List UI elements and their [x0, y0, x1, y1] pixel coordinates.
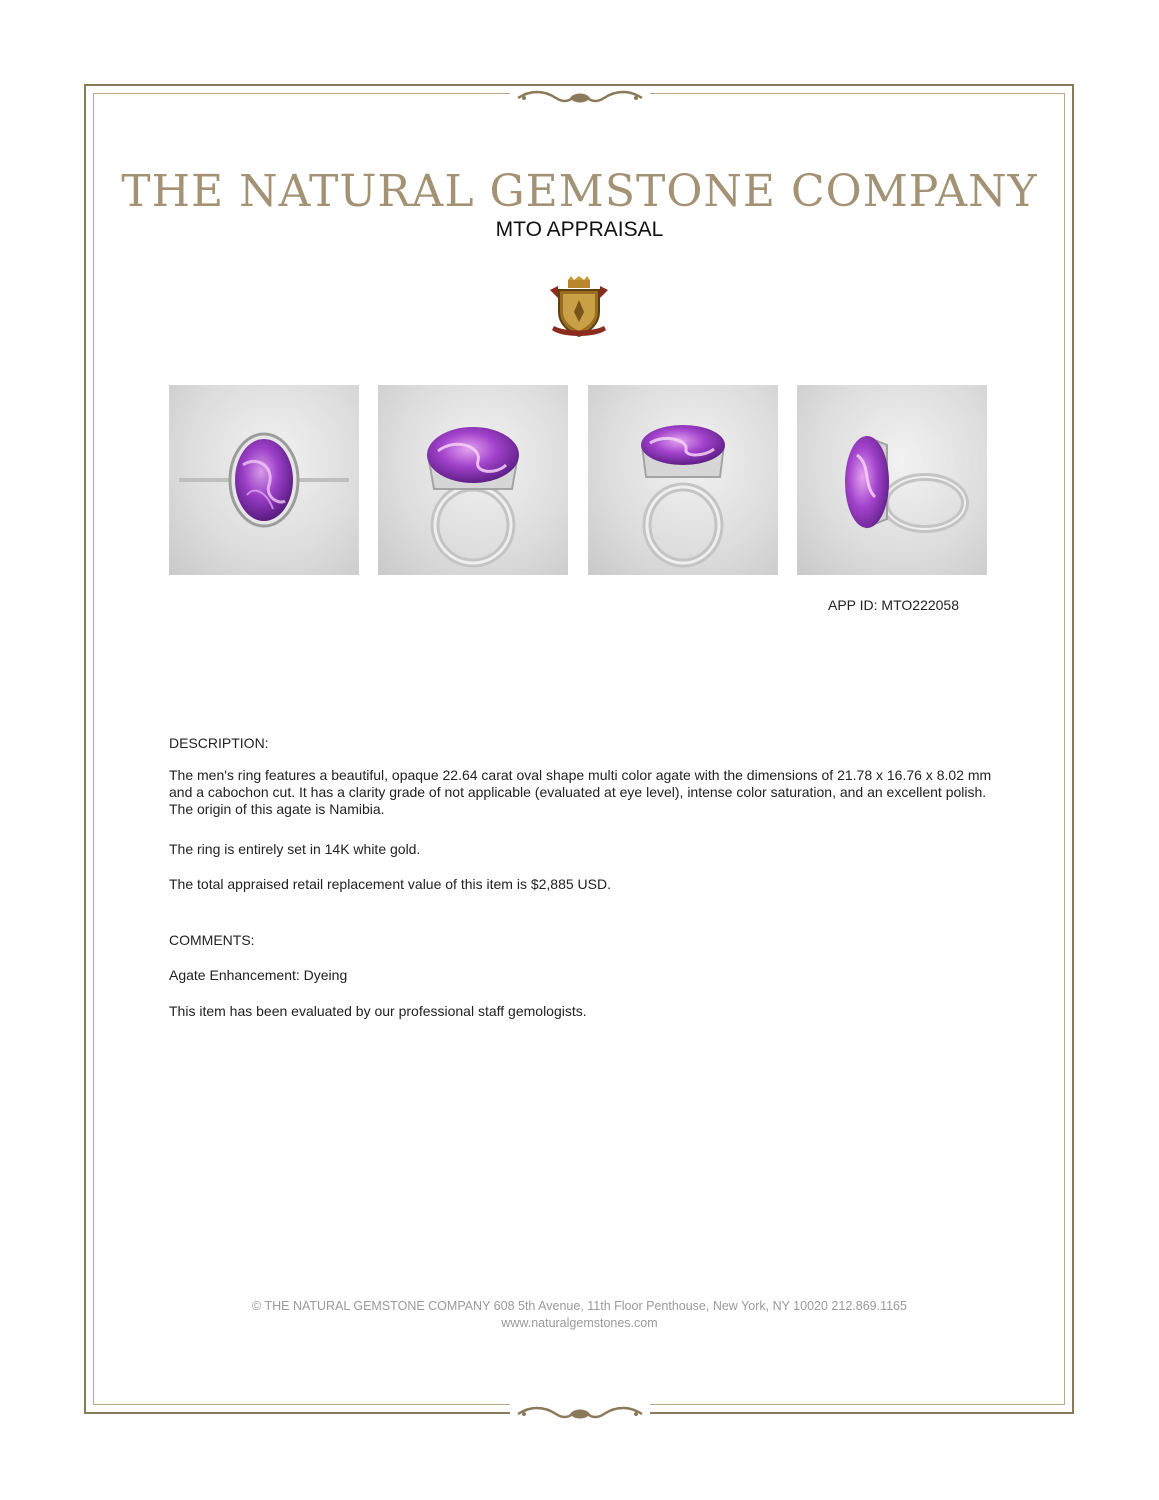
company-name: THE NATURAL GEMSTONE COMPANY: [121, 166, 1038, 217]
app-id: APP ID: MTO222058: [828, 597, 959, 613]
comment-line-2: This item has been evaluated by our professional staff gemologists.: [169, 1003, 587, 1019]
ring-photo-profile-view: [797, 385, 987, 575]
footer-address: © THE NATURAL GEMSTONE COMPANY 608 5th Avenue, 11th Floor Penthouse, New York, NY 10020 212.869.1165: [252, 1299, 907, 1313]
ring-photo-top-view: [169, 385, 359, 575]
ring-photo-side-perspective: [378, 385, 568, 575]
description-paragraph-2: The ring is entirely set in 14K white gold.: [169, 841, 421, 857]
description-paragraph-1: The men's ring features a beautiful, opaque 22.64 carat oval shape multi color agate with the dimensions of 21.78 x 16.76 x 8.02 mm and a cabochon cut. It has a clarity grade of not applicable (evaluated at eye level), intense color saturation, and an excellent polish. The origin of this agate is Namibia.: [169, 767, 992, 817]
comments-label: COMMENTS:: [169, 932, 255, 948]
description-paragraph-3: The total appraised retail replacement value of this item is $2,885 USD.: [169, 876, 612, 892]
document-title: MTO APPRAISAL: [495, 218, 664, 241]
ring-photo-front-view: [588, 385, 778, 575]
bottom-ornament: [510, 1402, 650, 1426]
comment-line-1: Agate Enhancement: Dyeing: [169, 967, 348, 983]
description-label: DESCRIPTION:: [169, 735, 269, 751]
footer-website[interactable]: www.naturalgemstones.com: [501, 1316, 658, 1330]
crest-icon: [546, 276, 612, 342]
top-ornament: [510, 86, 650, 110]
